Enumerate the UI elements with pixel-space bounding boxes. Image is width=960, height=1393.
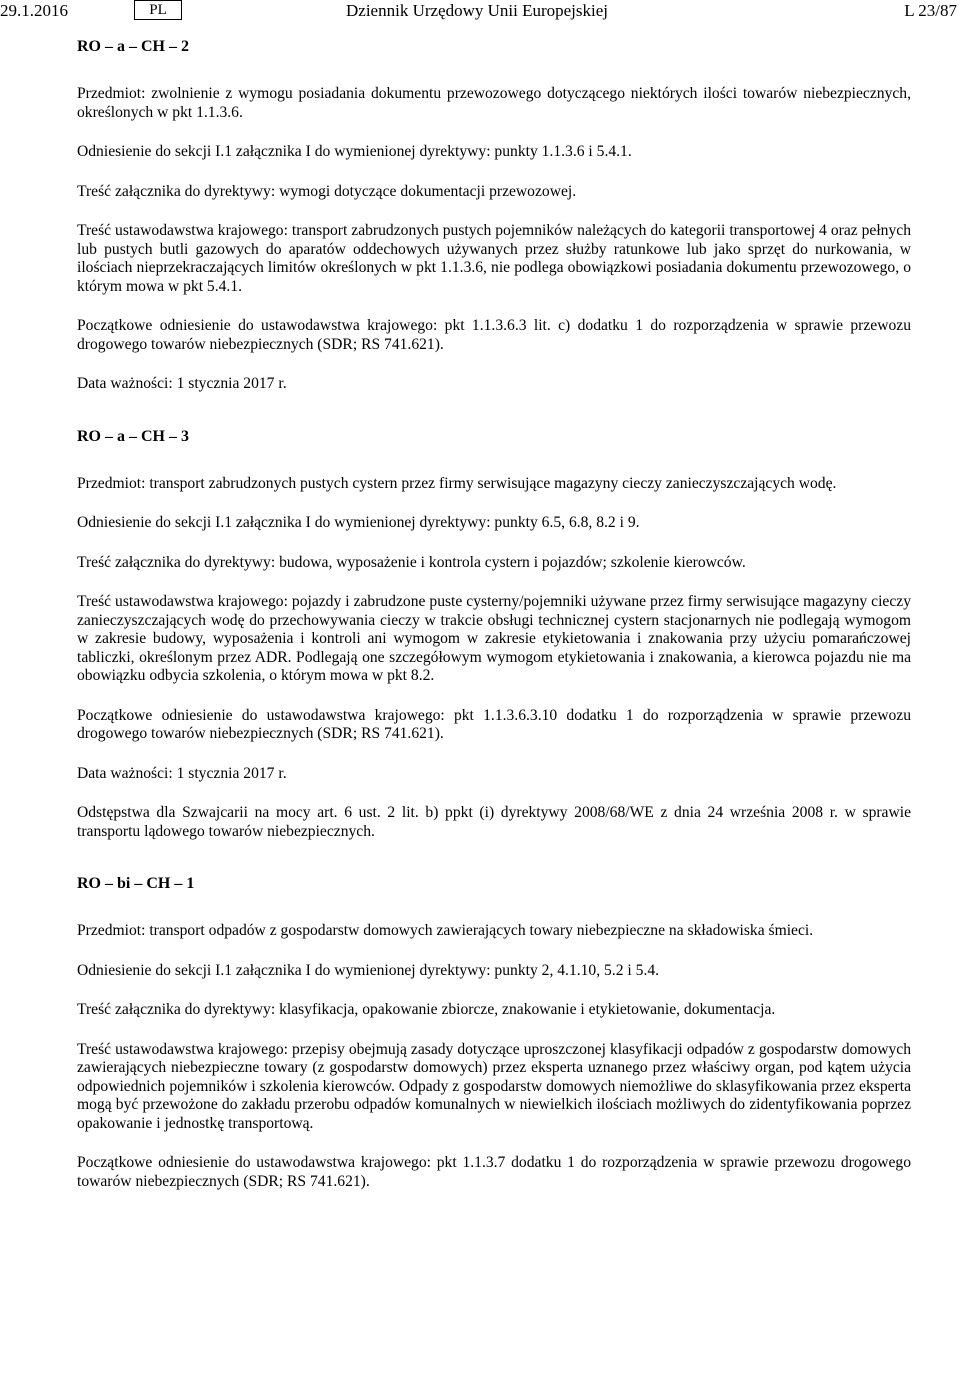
reference-paragraph: Odniesienie do sekcji I.1 załącznika I do wymienionej dyrektywy: punkty 6.5, 6.8, 8.2 i 9. <box>77 514 640 531</box>
journal-title: Dziennik Urzędowy Unii Europejskiej <box>346 1 609 20</box>
document-body <box>77 38 911 1212</box>
initial-reference-paragraph: Początkowe odniesienie do ustawodawstwa krajowego: pkt 1.1.3.6.3.10 dodatku 1 do rozporządzenia w sprawie przewozu drogowego towarów niebezpiecznych (SDR; RS 741.621). <box>77 706 911 742</box>
reference-paragraph: Odniesienie do sekcji I.1 załącznika I do wymienionej dyrektywy: punkty 1.1.3.6 i 5.4.1. <box>77 143 632 160</box>
publication-date: 29.1.2016 <box>0 1 68 20</box>
section-title: RO – bi – CH – 1 <box>77 875 195 892</box>
subject-paragraph: Przedmiot: transport zabrudzonych pustych cystern przez firmy serwisujące magazyny cieczy zanieczyszczających wodę. <box>77 474 837 492</box>
section-ro-a-ch-2 <box>77 38 911 394</box>
page-number: L 23/87 <box>904 1 957 20</box>
expiry-date-paragraph: Data ważności: 1 stycznia 2017 r. <box>77 375 287 392</box>
expiry-date-paragraph: Data ważności: 1 stycznia 2017 r. <box>77 764 287 782</box>
annex-content-paragraph: Treść załącznika do dyrektywy: wymogi dotyczące dokumentacji przewozowej. <box>77 182 577 200</box>
national-law-paragraph: Treść ustawodawstwa krajowego: transport zabrudzonych pustych pojemników należących do kategorii transportowej 4 oraz pełnych lub pustych butli gazowych do aparatów oddechowych używanych przez służby ratunkowe lub jako sprzęt do nurkowania, w ilościach nieprzekraczających limitów określonych w pkt 1.1.3.6, nie podlega obowiązkowi posiadania dokumentu przewozowego, o którym mowa w pkt 5.4.1. <box>77 222 911 295</box>
initial-reference-paragraph: Początkowe odniesienie do ustawodawstwa krajowego: pkt 1.1.3.7 dodatku 1 do rozporządzenia w sprawie przewozu drogowego towarów niebezpiecznych (SDR; RS 741.621). <box>77 1154 911 1190</box>
initial-reference-paragraph: Początkowe odniesienie do ustawodawstwa krajowego: pkt 1.1.3.6.3 lit. c) dodatku 1 do rozporządzenia w sprawie przewozu drogowego towarów niebezpiecznych (SDR; RS 741.621). <box>77 317 911 353</box>
language-badge: PL <box>134 0 182 20</box>
annex-content-paragraph: Treść załącznika do dyrektywy: klasyfikacja, opakowanie zbiorcze, znakowanie i etykietowanie, dokumentacja. <box>77 1001 776 1018</box>
section-ro-bi-ch-1 <box>77 875 911 1191</box>
annex-content-paragraph: Treść załącznika do dyrektywy: budowa, wyposażenie i kontrola cystern i pojazdów; szkolenie kierowców. <box>77 553 746 571</box>
national-law-paragraph: Treść ustawodawstwa krajowego: przepisy obejmują zasady dotyczące uproszczonej klasyfikacji odpadów z gospodarstw domowych zawierających niebezpieczne towary (z gospodarstw domowych) przez eksperta uznanego przez właściwy organ, pod kątem użycia odpowiednich pojemników i szkolenia kierowców. Odpady z gospodarstw domowych niemożliwe do sklasyfikowania przez eksperta mogą być przewożone do zakładu przerobu odpadów komunalnych w niewielkich ilościach możliwych do zidentyfikowania poprzez opakowanie i jednostkę transportową. <box>77 1040 911 1132</box>
section-ro-a-ch-3 <box>77 428 911 842</box>
reference-paragraph: Odniesienie do sekcji I.1 załącznika I do wymienionej dyrektywy: punkty 2, 4.1.10, 5.2 i 5.4. <box>77 961 660 979</box>
page-header <box>0 0 960 20</box>
national-law-paragraph: Treść ustawodawstwa krajowego: pojazdy i zabrudzone puste cysterny/pojemniki używane przez firmy serwisujące magazyny cieczy zanieczyszczających wodę do przechowywania cieczy w trakcie obsługi technicznej cystern stacjonarnych nie podlegają wymogom w zakresie budowy, wyposażenia i kontroli ani wymogom w zakresie etykietowania i znakowania przy użyciu pomarańczowej tabliczki, określonym przez ADR. Podlegają one szczegółowym wymogom etykietowania i znakowania, a kierowca pojazdu nie ma obowiązku odbycia szkolenia, o którym mowa w pkt 8.2. <box>77 593 911 684</box>
section-title: RO – a – CH – 2 <box>77 38 189 55</box>
subject-paragraph: Przedmiot: transport odpadów z gospodarstw domowych zawierających towary niebezpieczne na składowiska śmieci. <box>77 922 814 939</box>
section-title: RO – a – CH – 3 <box>77 427 189 445</box>
subject-paragraph: Przedmiot: zwolnienie z wymogu posiadania dokumentu przewozowego dotyczącego niektórych ilości towarów niebezpiecznych, określonych w pkt 1.1.3.6. <box>77 85 911 121</box>
derogation-paragraph: Odstępstwa dla Szwajcarii na mocy art. 6 ust. 2 lit. b) ppkt (i) dyrektywy 2008/68/WE z dnia 24 września 2008 r. w sprawie transportu lądowego towarów niebezpiecznych. <box>77 804 911 840</box>
